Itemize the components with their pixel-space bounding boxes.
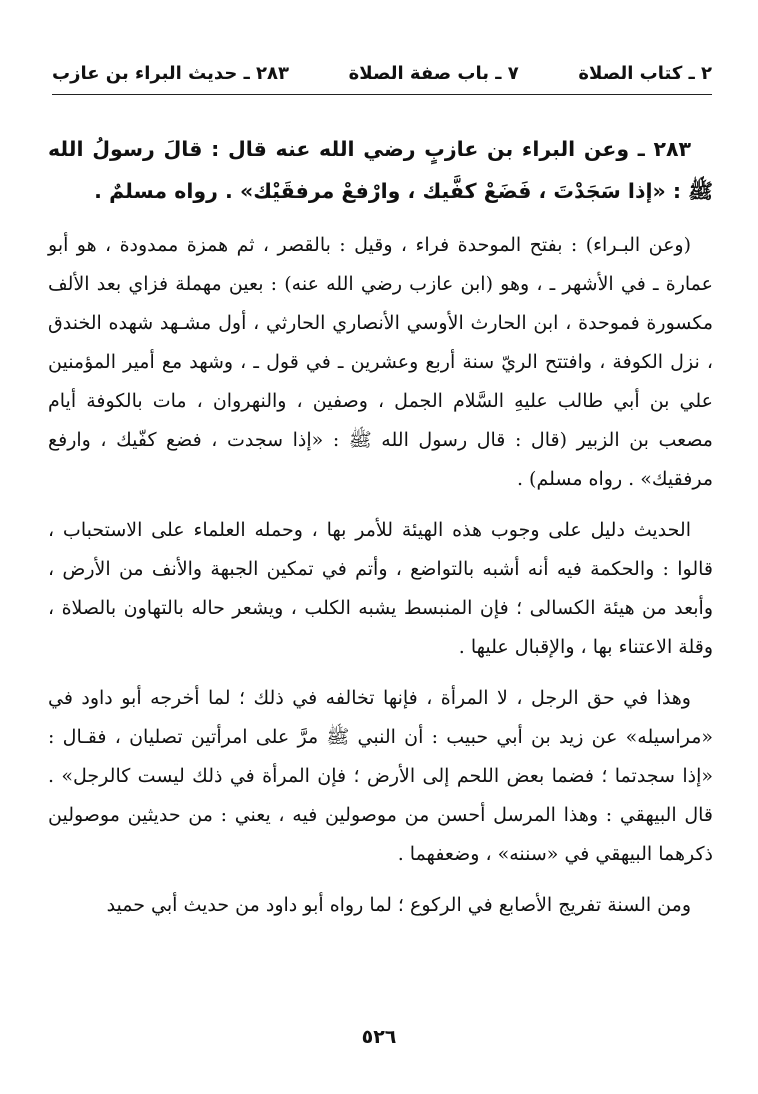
header-book-title: ٢ ـ كتاب الصلاة — [578, 62, 712, 84]
hadith-text: ٢٨٣ ـ وعن البراء بن عازبٍ رضي الله عنه قال : قالَ رسولُ الله ﷺ : «إذا سَجَدْتَ ، فَضَعْ كفَّيك ، وارْفعْ مرفقَيْك» . رواه مسلمٌ . — [48, 137, 713, 203]
page-number: ٥٢٦ — [361, 1026, 397, 1048]
commentary-continuation: ومن السنة تفريج الأصابع في الركوع ؛ لما رواه أبو داود من حديث أبي حميد — [106, 894, 691, 916]
page-body — [48, 128, 713, 937]
commentary-women: وهذا في حق الرجل ، لا المرأة ، فإنها تخالفه في ذلك ؛ لما أخرجه أبو داود في «مراسيله» عن زيد بن أبي حبيب : أن النبي ﷺ مرَّ على امرأتين تصليان ، فقـال : «إذا سجدتما ؛ فضما بعض اللحم إلى الأرض ؛ فإن المرأة في ذلك ليست كالرجل» . قال البيهقي : وهذا المرسل أحسن من موصولين فيه ، يعني : من حديثين موصولين ذكرهما البيهقي في «سننه» ، وضعفهما . — [48, 687, 713, 865]
running-header — [52, 56, 712, 95]
header-hadith-title: ٢٨٣ ـ حديث البراء بن عازب — [52, 62, 289, 84]
commentary-narrator: (وعن البـراء) : بفتح الموحدة فراء ، وقيل : بالقصر ، ثم همزة ممدودة ، هو أبو عمارة ـ في الأشهر ـ ، وهو (ابن عازب رضي الله عنه) : بعين مهملة فزاي بعد الألف مكسورة فموحدة ، ابن الحارث الأوسي الأنصاري الحارثي ، أول مشـهد شهده الخندق ، نزل الكوفة ، وافتتح الريّ سنة أربع وعشرين ـ في قول ـ ، وشهد مع أمير المؤمنين علي بن أبي طالب عليهِ السَّلام الجمل ، وصفين ، والنهروان ، مات بالكوفة أيام مصعب بن الزبير (قال : قال رسول الله ﷺ : «إذا سجدت ، فضع كفّيك ، وارفع مرفقيك» . رواه مسلم) . — [48, 234, 713, 490]
header-chapter-title: ٧ ـ باب صفة الصلاة — [348, 62, 519, 84]
commentary-ruling: الحديث دليل على وجوب هذه الهيئة للأمر بها ، وحمله العلماء على الاستحباب ، قالوا : والحكمة فيه أنه أشبه بالتواضع ، وأتم في تمكين الجبهة والأنف من الأرض ، وأبعد من هيئة الكسالى ؛ فإن المنبسط يشبه الكلب ، ويشعر حاله بالتهاون بالصلاة ، وقلة الاعتناء بها ، والإقبال عليها . — [48, 519, 713, 658]
